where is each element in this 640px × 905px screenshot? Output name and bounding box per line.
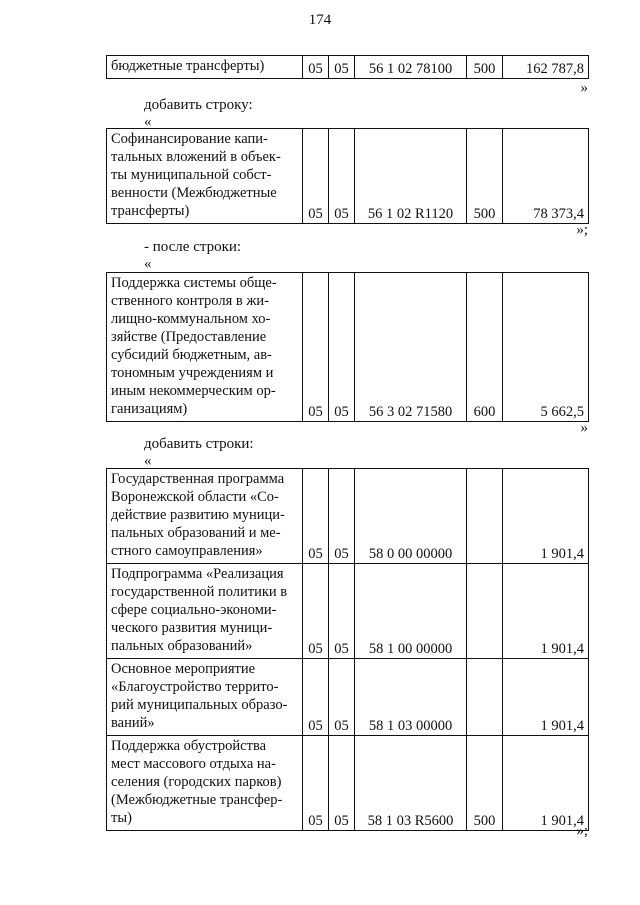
table-row: [107, 129, 589, 224]
target-article-cell: 58 1 03 R5600: [355, 736, 467, 831]
target-article-cell: 56 1 02 R1120: [355, 129, 467, 224]
instruction-text: добавить строки:: [144, 436, 254, 452]
opening-quote: «: [144, 453, 152, 469]
budget-table: [106, 55, 589, 79]
section-code-cell: 05: [303, 56, 329, 79]
table-row: [107, 659, 589, 736]
table-row: [107, 564, 589, 659]
amount-cell: 1 901,4: [503, 736, 589, 831]
amount-cell: 78 373,4: [503, 129, 589, 224]
closing-quote: »;: [576, 222, 588, 238]
subsection-code-cell: 05: [329, 273, 355, 422]
subsection-code-cell: 05: [329, 469, 355, 564]
budget-table: [106, 272, 589, 422]
row-name-cell: Софинансирование капи- тальных вложений в объек- ты муниципальной собст- венности (Межбюджетные трансферты): [107, 129, 303, 224]
amount-cell: 1 901,4: [503, 659, 589, 736]
budget-table: [106, 468, 589, 831]
target-article-cell: 58 1 00 00000: [355, 564, 467, 659]
table-row: [107, 56, 589, 79]
closing-quote: »: [580, 80, 588, 96]
expense-type-cell: 600: [467, 273, 503, 422]
budget-table: [106, 128, 589, 224]
table-row: [107, 273, 589, 422]
section-code-cell: 05: [303, 273, 329, 422]
expense-type-cell: [467, 564, 503, 659]
section-code-cell: 05: [303, 469, 329, 564]
section-code-cell: 05: [303, 564, 329, 659]
expense-type-cell: [467, 659, 503, 736]
opening-quote: «: [144, 256, 152, 272]
opening-quote: «: [144, 114, 152, 130]
amount-cell: 1 901,4: [503, 564, 589, 659]
target-article-cell: 58 0 00 00000: [355, 469, 467, 564]
expense-type-cell: 500: [467, 736, 503, 831]
expense-type-cell: 500: [467, 129, 503, 224]
closing-quote: »;: [576, 823, 588, 839]
row-name-cell: Поддержка системы обще- ственного контроля в жи- лищно-коммунальном хо- зяйстве (Предоставление субсидий бюджетным, ав- тономным учреждениям и иным некоммерческим ор- ганизациям): [107, 273, 303, 422]
target-article-cell: 58 1 03 00000: [355, 659, 467, 736]
expense-type-cell: 500: [467, 56, 503, 79]
target-article-cell: 56 1 02 78100: [355, 56, 467, 79]
row-name-cell: бюджетные трансферты): [107, 56, 303, 79]
row-name-cell: Поддержка обустройства мест массового отдыха на- селения (городских парков) (Межбюджетные трансфер- ты): [107, 736, 303, 831]
subsection-code-cell: 05: [329, 129, 355, 224]
amount-cell: 5 662,5: [503, 273, 589, 422]
expense-type-cell: [467, 469, 503, 564]
instruction-text: - после строки:: [144, 239, 242, 255]
table-row: [107, 736, 589, 831]
section-code-cell: 05: [303, 736, 329, 831]
row-name-cell: Подпрограмма «Реализация государственной политики в сфере социально-экономи- ческого развития муници- пальных образований»: [107, 564, 303, 659]
subsection-code-cell: 05: [329, 564, 355, 659]
target-article-cell: 56 3 02 71580: [355, 273, 467, 422]
closing-quote: »: [580, 420, 588, 436]
section-code-cell: 05: [303, 659, 329, 736]
amount-cell: 1 901,4: [503, 469, 589, 564]
row-name-cell: Государственная программа Воронежской области «Со- действие развитию муници- пальных образований и ме- стного самоуправления»: [107, 469, 303, 564]
subsection-code-cell: 05: [329, 56, 355, 79]
subsection-code-cell: 05: [329, 736, 355, 831]
section-code-cell: 05: [303, 129, 329, 224]
page-number: 174: [308, 12, 332, 28]
table-row: [107, 469, 589, 564]
row-name-cell: Основное мероприятие «Благоустройство террито- рий муниципальных образо- ваний»: [107, 659, 303, 736]
subsection-code-cell: 05: [329, 659, 355, 736]
amount-cell: 162 787,8: [503, 56, 589, 79]
instruction-text: добавить строку:: [144, 97, 253, 113]
